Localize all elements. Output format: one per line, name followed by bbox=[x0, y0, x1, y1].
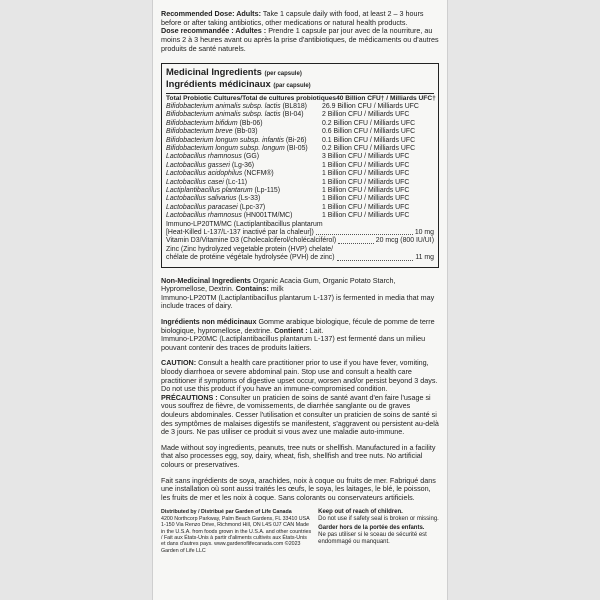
strain-code: (Lc-11) bbox=[225, 178, 248, 186]
nonmed-fr-text: Gomme arabique biologique, fécule de pomme de terre biologique, hypromellose, dextrine. bbox=[161, 317, 435, 335]
strain-row bbox=[166, 145, 434, 153]
strain-code: (Lp-115) bbox=[254, 186, 281, 194]
immuno-line2: [Heat-Killed L-137/L-137 inactivé par la chaleur]) bbox=[166, 229, 314, 237]
strain-amount: 0.2 Billion CFU / Milliards UFC bbox=[322, 144, 416, 152]
label-panel bbox=[152, 0, 448, 600]
strain-name: Bifidobacterium bifidum (Bb-06) bbox=[166, 119, 263, 127]
strain-row bbox=[166, 212, 434, 220]
strain-amount: 1 Billion CFU / Milliards UFC bbox=[322, 161, 410, 169]
distributor-info bbox=[161, 509, 312, 554]
strain-row bbox=[166, 195, 434, 203]
caution-en-label: CAUTION: bbox=[161, 358, 197, 368]
total-label: Total Probiotic Cultures/Total de cultures probiotiques bbox=[166, 94, 337, 102]
strain-name: Lactobacillus casei (Lc-11) bbox=[166, 178, 248, 186]
strain-code: (BI-05) bbox=[286, 144, 308, 152]
strain-row bbox=[166, 120, 434, 128]
nonmed-en-label: Non-Medicinal Ingredients bbox=[161, 275, 251, 285]
strain-name: Lactiplantibacillus plantarum (Lp-115) bbox=[166, 186, 281, 194]
dose-en-text: Take 1 capsule daily with food, at least 2 – 3 hours before or after taking antibiotics, other medications or natural health products. bbox=[161, 9, 424, 27]
strain-amount: 1 Billion CFU / Milliards UFC bbox=[322, 203, 410, 211]
non-medicinal-fr bbox=[161, 318, 439, 352]
strain-row bbox=[166, 179, 434, 187]
distributor-text: 4200 Northcorp Parkway, Palm Beach Gardens, FL 33410 USA 1-150 Via Renzo Drive, Richmond Hill, ON L4S 0J7 CAN Made in the U.S.A. from foods grown in the U.S.A. and other countries / Fait aux États-Unis à partir d'aliments cultivés aux États-Unis et dans d'autres pays. www.gardenoflifecanada.com ©2023 Garden of Life LLC bbox=[161, 515, 312, 554]
strain-code: (HN001TM/MC) bbox=[243, 212, 293, 220]
strain-row bbox=[166, 137, 434, 145]
safety-warning bbox=[318, 509, 439, 554]
strain-amount: 1 Billion CFU / Milliards UFC bbox=[322, 170, 410, 178]
keep-out-en: Keep out of reach of children. bbox=[318, 509, 403, 516]
strain-name: Bifidobacterium animalis subsp. lactis (BL818) bbox=[166, 102, 307, 110]
strain-list bbox=[166, 103, 434, 221]
allergen-en: Made without soy ingredients, peanuts, tree nuts or shellfish. Manufactured in a facility that also processes egg, soy, dairy, wheat, fish, shellfish and tree nuts. No artificial colours or preservatives. bbox=[161, 442, 436, 469]
strain-row bbox=[166, 103, 434, 111]
zinc-row bbox=[166, 254, 434, 262]
total-cultures-row bbox=[166, 95, 434, 103]
total-amount: 40 Billion CFU† / Milliards UFC† bbox=[336, 94, 436, 102]
strain-amount: 2 Billion CFU / Milliards UFC bbox=[322, 111, 410, 119]
vitd-label: Vitamin D3/Vitamine D3 (Cholecalciferol/cholécalciférol) bbox=[166, 237, 337, 245]
medicinal-title-en: Medicinal Ingredients bbox=[166, 65, 262, 77]
medicinal-title-fr: Ingrédients médicinaux bbox=[166, 77, 271, 89]
allergen-fr: Fait sans ingrédients de soya, arachides, noix à coque ou fruits de mer. Fabriqué dans une installation où sont aussi traités les œufs, le soya, les laitages, le blé, le poisson, les fruits de mer et les noix à coque. Sans colorants ou conservateurs artificiels. bbox=[161, 475, 436, 502]
seal-fr: Ne pas utiliser si le sceau de sécurité est endommagé ou manquant. bbox=[318, 532, 427, 546]
dose-fr-text: Prendre 1 capsule par jour avec de la nourriture, au moins 2 à 3 heures avant ou après la prise d'antibiotiques, de médicaments ou d'autres produits de santé naturels. bbox=[161, 26, 439, 53]
strain-name: Lactobacillus rhamnosus (HN001TM/MC) bbox=[166, 212, 293, 220]
caution-en bbox=[161, 359, 439, 393]
caution-fr-label: PRÉCAUTIONS : bbox=[161, 392, 218, 402]
contains-en: milk bbox=[270, 284, 284, 294]
zinc-line2: chélate de protéine végétale hydrolysée (PVH) de zinc) bbox=[166, 254, 335, 262]
strain-row bbox=[166, 162, 434, 170]
strain-name: Bifidobacterium longum subsp. infantis (Bi-26) bbox=[166, 136, 307, 144]
zinc-line1: Zinc (Zinc hydrolyzed vegetable protein (HVP) chelate/ bbox=[166, 245, 333, 253]
strain-amount: 1 Billion CFU / Milliards UFC bbox=[322, 195, 410, 203]
strain-amount: 1 Billion CFU / Milliards UFC bbox=[322, 186, 410, 194]
vitd-amount: 20 mcg (800 IU/UI) bbox=[375, 237, 434, 245]
nonmed-fr-label: Ingrédients non médicinaux bbox=[161, 317, 257, 327]
strain-code: (BL818) bbox=[282, 102, 307, 110]
strain-code: (Lpc-37) bbox=[239, 203, 266, 211]
nonmed-en-text: Organic Acacia Gum, Organic Potato Starch, Hypromellose, Dextrin. bbox=[161, 275, 396, 294]
dose-fr-label: Dose recommandée : Adultes : bbox=[161, 26, 267, 36]
strain-code: (Bi-26) bbox=[285, 136, 307, 144]
strain-name: Lactobacillus acidophilus (NCFM®) bbox=[166, 170, 274, 178]
strain-amount: 3 Billion CFU / Milliards UFC bbox=[322, 153, 410, 161]
strain-name: Lactobacillus gasseri (Lg-36) bbox=[166, 161, 255, 169]
seal-en: Do not use if safety seal is broken or missing. bbox=[318, 516, 439, 523]
strain-name: Bifidobacterium breve (Bb-03) bbox=[166, 128, 258, 136]
strain-amount: 1 Billion CFU / Milliards UFC bbox=[322, 212, 410, 220]
per-capsule-en: (per capsule) bbox=[264, 70, 302, 77]
strain-amount: 0.2 Billion CFU / Milliards UFC bbox=[322, 119, 416, 127]
dose-en-label: Recommended Dose: Adults: bbox=[161, 9, 261, 18]
strain-code: (Bb-03) bbox=[234, 128, 258, 136]
strain-name: Bifidobacterium animalis subsp. lactis (BI-04) bbox=[166, 111, 304, 119]
strain-code: (Lg-36) bbox=[231, 161, 255, 169]
strain-amount: 26.9 Billion CFU / Milliards UFC bbox=[322, 102, 419, 110]
divider bbox=[166, 93, 434, 94]
strain-name: Lactobacillus paracasei (Lpc-37) bbox=[166, 203, 266, 211]
strain-code: (Bb-06) bbox=[239, 119, 263, 127]
contains-fr: Lait. bbox=[309, 325, 324, 335]
zinc-amount: 11 mg bbox=[415, 254, 434, 262]
strain-row bbox=[166, 187, 434, 195]
strain-code: (Ls-33) bbox=[238, 195, 261, 203]
footer bbox=[161, 509, 439, 554]
strain-row bbox=[166, 170, 434, 178]
strain-code: (GG) bbox=[243, 153, 260, 161]
strain-row bbox=[166, 204, 434, 212]
strain-name: Lactobacillus rhamnosus (GG) bbox=[166, 153, 260, 161]
contains-en-label: Contains: bbox=[235, 284, 269, 294]
contains-fr-label: Contient : bbox=[274, 325, 308, 335]
keep-out-fr: Garder hors de la portée des enfants. bbox=[318, 525, 425, 532]
strain-row bbox=[166, 128, 434, 136]
immuno-row bbox=[166, 229, 434, 237]
per-capsule-fr: (par capsule) bbox=[273, 82, 311, 89]
immuno-amount: 10 mg bbox=[414, 229, 434, 237]
caution-fr bbox=[161, 394, 439, 437]
caution-fr-text: Consulter un praticien de soins de santé avant d'en faire l'usage si vous souffrez de fièvre, de vomissements, de diarrhée sanglante ou de graves douleurs abdominales. Cesser l'utilisation et consulter un praticien de soins de santé si des symptômes de malaises digestifs se manifestent, s'aggravent ou persistent au-delà de 3 jours. Ne pas utiliser ce produit si vous avez une maladie auto-immune. bbox=[161, 392, 439, 437]
caution-en-text: Consult a health care practitioner prior to use if you have fever, vomiting, bloody diarrhoea or severe abdominal pain. Stop use and consult a health care practitioner if symptoms of digestive upset occur, worsen and/or persist beyond 3 days. Do not use this product if you have an immune-compromised condition. bbox=[161, 358, 438, 394]
nonmed-fr-note: Immuno-LP20MC (Lactiplantibacillus plantarum L-137) est fermenté dans un milieu pouvant contenir des traces de produits laitiers. bbox=[161, 334, 426, 352]
non-medicinal-en bbox=[161, 277, 439, 311]
strain-name: Bifidobacterium longum subsp. longum (BI-05) bbox=[166, 144, 308, 152]
strain-amount: 1 Billion CFU / Milliards UFC bbox=[322, 178, 410, 186]
strain-code: (BI-04) bbox=[282, 111, 304, 119]
strain-name: Lactobacillus salivarius (Ls-33) bbox=[166, 195, 261, 203]
recommended-dose bbox=[161, 10, 439, 54]
strain-code: (NCFM®) bbox=[244, 170, 274, 178]
distributor-label: Distributed by / Distribué par Garden of Life Canada bbox=[161, 509, 292, 516]
strain-row bbox=[166, 153, 434, 161]
strain-amount: 0.6 Billion CFU / Milliards UFC bbox=[322, 128, 416, 136]
strain-amount: 0.1 Billion CFU / Milliards UFC bbox=[322, 136, 416, 144]
vitamin-d-row bbox=[166, 237, 434, 245]
medicinal-ingredients-table bbox=[161, 63, 439, 268]
nonmed-en-note: Immuno-LP20TM (Lactiplantibacillus plantarum L-137) is fermented in media that may include traces of dairy. bbox=[161, 292, 435, 311]
strain-row bbox=[166, 111, 434, 119]
immuno-line1: Immuno-LP20TM/MC (Lactiplantibacillus plantarum bbox=[166, 220, 323, 228]
